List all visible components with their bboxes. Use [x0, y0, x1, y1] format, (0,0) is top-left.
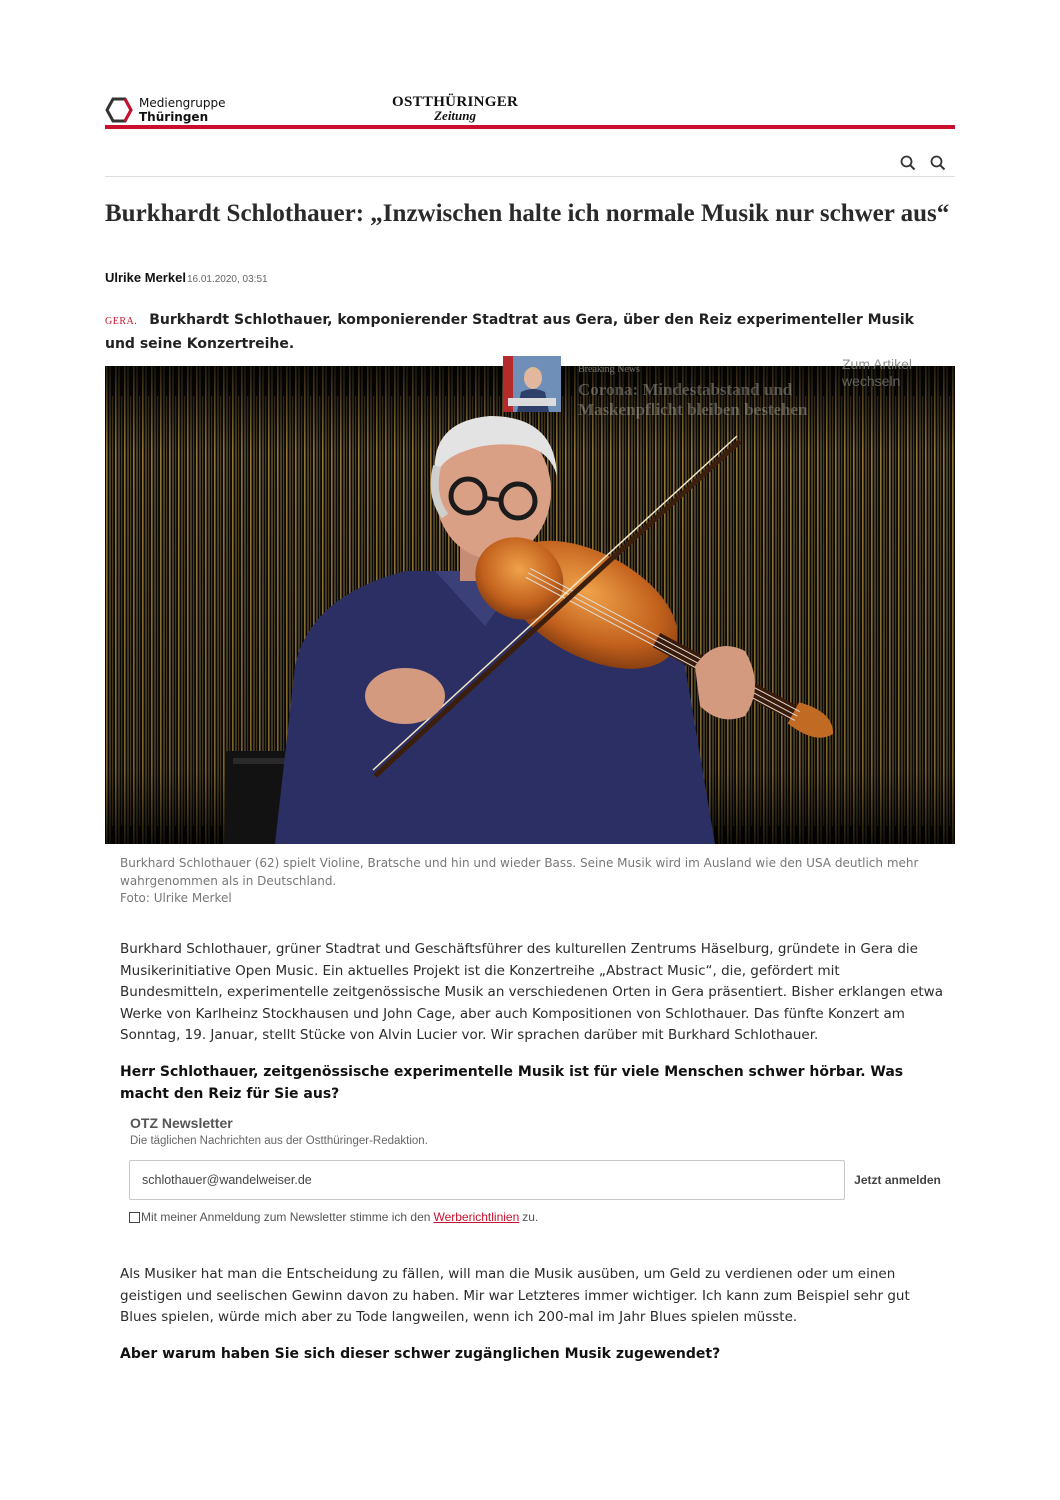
otz-logo[interactable]	[392, 96, 518, 122]
newsletter-consent	[129, 1210, 538, 1224]
interview-question-2: Aber warum haben Sie sich dieser schwer zugänglichen Musik zugewendet?	[120, 1346, 721, 1362]
article-teaser	[105, 309, 935, 356]
header-tools	[900, 155, 946, 171]
consent-text-before: Mit meiner Anmeldung zum Newsletter stimme ich den	[141, 1210, 431, 1224]
hexagon-logo-icon	[105, 96, 133, 124]
breaking-news-image	[503, 356, 561, 412]
header-red-divider	[105, 125, 955, 129]
byline	[105, 270, 268, 285]
article-photo[interactable]	[105, 366, 955, 844]
advertising-guidelines-link[interactable]: Werberichtlinien	[433, 1210, 520, 1224]
photo-credit: Foto: Ulrike Merkel	[120, 891, 232, 905]
paper-name-line1: OSTTHÜRINGER	[392, 94, 519, 110]
dateline-location: GERA.	[105, 316, 138, 327]
newsletter-subscribe-button[interactable]: Jetzt anmelden	[845, 1166, 950, 1194]
mediengruppe-wordmark	[139, 96, 225, 124]
caption-text: Burkhard Schlothauer (62) spielt Violine, Bratsche und hin und wieder Bass. Seine Musik wird im Ausland wie den USA deutlich mehr wahrgenommen als in Deutschland.	[120, 856, 919, 888]
checkbox-icon[interactable]	[129, 1212, 140, 1223]
nav-divider	[105, 176, 955, 177]
search-icon[interactable]	[900, 155, 916, 171]
newsletter-subtitle: Die täglichen Nachrichten aus der Ostthüringer-Redaktion.	[130, 1135, 428, 1147]
consent-text-after: zu.	[522, 1210, 539, 1224]
newsletter-email-input[interactable]	[129, 1160, 845, 1200]
newsletter-title: OTZ Newsletter	[130, 1115, 233, 1131]
article-paragraph-1: Burkhard Schlothauer, grüner Stadtrat und Geschäftsführer des kulturellen Zentrums Häselburg, gründete in Gera die Musikerinitiative Open Music. Ein aktuelles Projekt ist die Konzertreihe „Abstract Music“, die, gefördert mit Bundesmitteln, experimentelle zeitgenössische Musik an verschiedenen Orten in Gera präsentiert. Bisher erklangen etwa Werke von Karlheinz Stockhausen und John Cage, aber auch Kompositionen von Schlothauer. Das fünfte Konzert am Sonntag, 19. Januar, stellt Stücke von Alvin Lucier vor. Wir sprachen darüber mit Burkhard Schlothauer.	[120, 941, 943, 1043]
breaking-news-link[interactable]: Zum Artikel wechseln	[842, 356, 913, 389]
author-name[interactable]: Ulrike Merkel	[105, 270, 186, 285]
breaking-news-kicker: Breaking News	[578, 364, 640, 375]
paper-name-line2: Zeitung	[434, 108, 477, 123]
publish-date: 16.01.2020, 03:51	[186, 274, 268, 285]
interview-question-1: Herr Schlothauer, zeitgenössische experimentelle Musik ist für viele Menschen schwer hörbar. Was macht den Reiz für Sie aus?	[120, 1064, 904, 1102]
breaking-news-title[interactable]: Corona: Mindestabstand und Maskenpflicht bleiben bestehen	[578, 380, 808, 419]
teaser-text: Burkhardt Schlothauer, komponierender Stadtrat aus Gera, über den Reiz experimenteller Musik und seine Konzertreihe.	[105, 312, 914, 352]
publisher-line1: Mediengruppe	[139, 96, 226, 110]
violinist-illustration	[105, 366, 955, 844]
search-icon-2[interactable]	[930, 155, 946, 171]
article-paragraph-2: Als Musiker hat man die Entscheidung zu fällen, will man die Musik ausüben, um Geld zu verdienen oder um einen geistigen und seelischen Gewinn davon zu haben. Mir war Letzteres immer wichtiger. Ich kann zum Beispiel sehr gut Blues spielen, würde mich aber zu Tode langweilen, wenn ich 200-mal im Jahr Blues spielen müsste.	[120, 1266, 910, 1325]
mediengruppe-logo[interactable]	[105, 95, 225, 125]
article-headline: Burkhardt Schlothauer: „Inzwischen halte ich normale Musik nur schwer aus“	[105, 200, 950, 227]
photo-caption	[120, 855, 950, 908]
publisher-line2: Thüringen	[139, 110, 209, 124]
breaking-news-thumbnail[interactable]	[503, 356, 561, 412]
